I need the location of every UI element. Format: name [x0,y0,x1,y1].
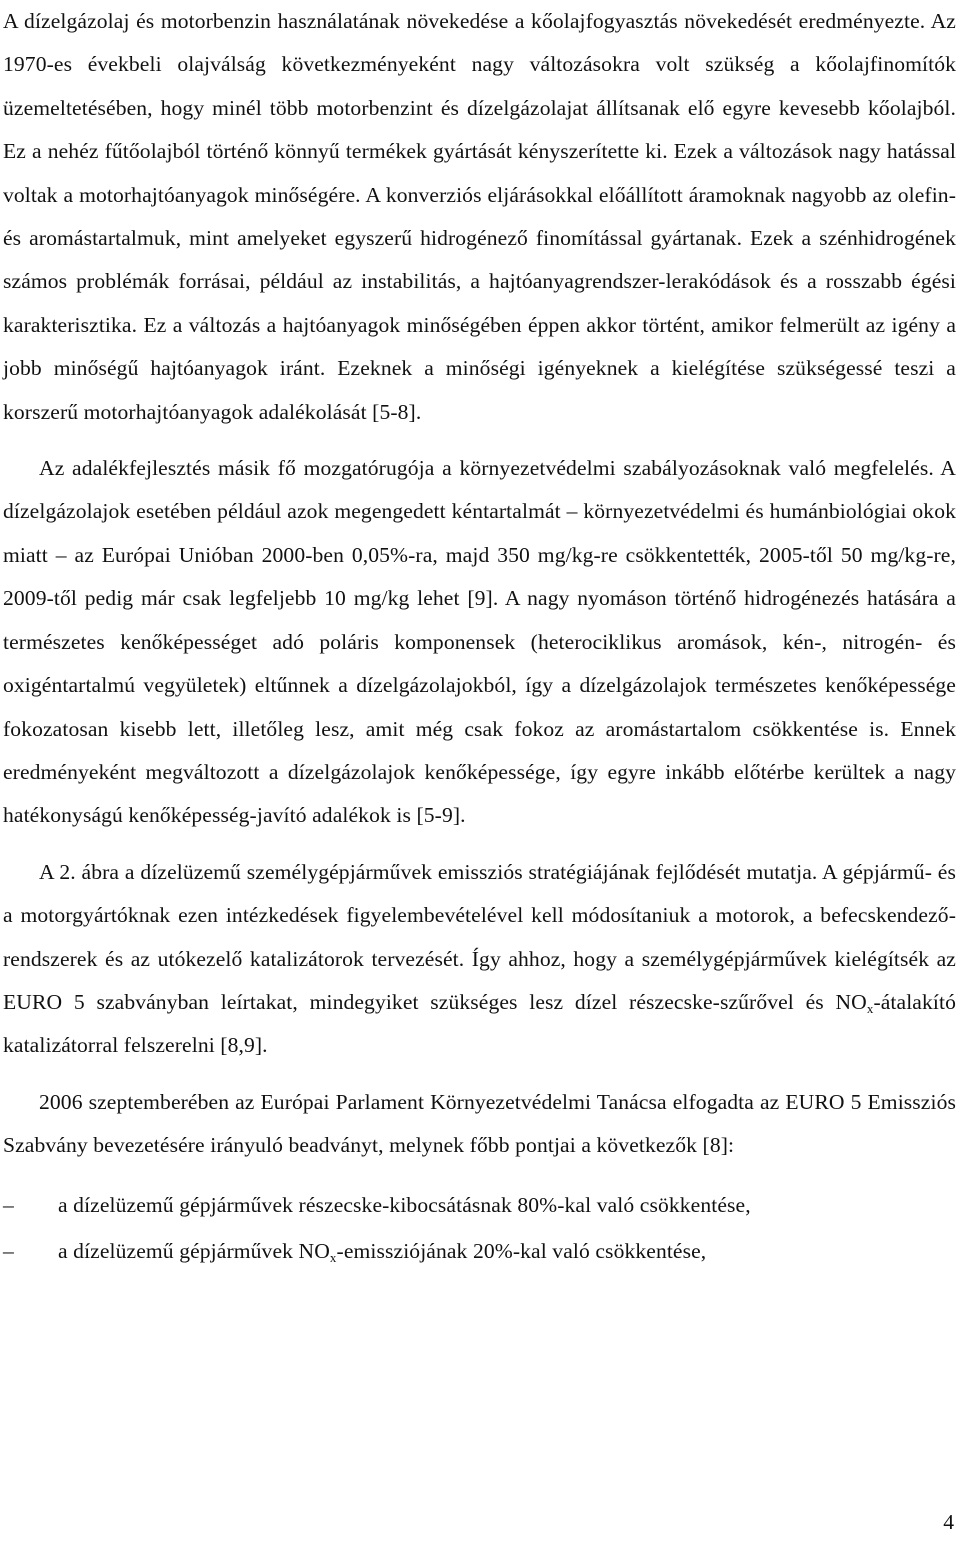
dash-marker: – [3,1192,14,1217]
paragraph-environmental-regulations [3,447,956,838]
page-number: 4 [943,1510,954,1534]
list-item [3,1184,956,1227]
subscript-x: x [866,1000,874,1016]
list-item-text-before: a dízelüzemű gépjárművek NO [58,1238,330,1263]
document-body [3,0,956,1276]
paragraph-refining-changes [3,0,956,434]
paragraph-text: A dízelgázolaj és motorbenzin használatának növekedése a kőolajfogyasztás növekedését eredményezte. Az 1970-es évekbeli olajválság következményeként nagy változásokra volt szükség a kőolajfinomítók üzemeltetésében, hogy minél több motorbenzint és dízelgázolajat állítsanak elő egyre kevesebb kőolajból. Ez a nehéz fűtőolajból történő könnyű termékek gyártását kényszerítette ki. Ezek a változások nagy hatással voltak a motorhajtóanyagok minőségére. A konverziós eljárásokkal előállított áramoknak nagyobb az olefin- és aromástartalmuk, mint amelyeket egyszerű hidrogénező finomítással gyártanak. Ezek a szénhidrogének számos problémák forrásai, például az instabilitás, a hajtóanyagrendszer-lerakódások és a rosszabb égési karakterisztika. Ez a változás a hajtóanyagok minőségében éppen akkor történt, amikor felmerült az igény a jobb minőségű hajtóanyagok iránt. Ezeknek a minőségi igényeknek a kielégítése szükségessé teszi a korszerű motorhajtóanyagok adalékolását [5-8]. [3,9,956,424]
paragraph-emission-strategy [3,851,956,1068]
paragraph-euro5-proposal [3,1081,956,1168]
paragraph-text: Az adalékfejlesztés másik fő mozgatórugója a környezetvédelmi szabályozásoknak való megfelelés. A dízelgázolajok esetében például azok megengedett kéntartalmát – környezetvédelmi és humánbiológiai okok miatt – az Európai Unióban 2000-ben 0,05%-ra, majd 350 mg/kg-re csökkentették, 2005-től 50 mg/kg-re, 2009-től pedig már csak legfeljebb 10 mg/kg lehet [9]. A nagy nyomáson történő hidrogénezés hatására a természetes kenőképességet adó poláris komponensek (heterociklikus aromások, kén-, nitrogén- és oxigéntartalmú vegyületek) eltűnnek a dízelgázolajokból, így a dízelgázolajok természetes kenőképessége fokozatosan kisebb lett, illetőleg lesz, amit még csak fokoz az aromástartalom csökkentése is. Ennek eredményeként megváltozott a dízelgázolajok kenőképessége, így egyre inkább előtérbe kerültek a nagy hatékonyságú kenőképesség-javító adalékok is [5-9]. [3,456,956,828]
list-item-text: a dízelüzemű gépjárművek részecske-kibocsátásnak 80%-kal való csökkentése, [58,1192,751,1217]
list-item-text-after: -emissziójának 20%-kal való csökkentése, [336,1238,707,1263]
dash-marker: – [3,1238,14,1263]
paragraph-text-after: -átalakító katalizátorral felszerelni [8,9]. [3,989,956,1058]
paragraph-text: 2006 szeptemberében az Európai Parlament Környezetvédelmi Tanácsa elfogadta az EURO 5 Emissziós Szabvány bevezetésére irányuló beadványt, melynek főbb pontjai a következők [8]: [3,1089,956,1158]
subscript-x: x [329,1249,337,1265]
list-item [3,1230,956,1273]
paragraph-text-before: A 2. ábra a dízelüzemű személygépjárművek emissziós stratégiájának fejlődését mutatja. A gépjármű- és a motorgyártóknak ezen intézkedések figyelembevételével kell módosítaniuk a motorok, a befecskendező-rendszerek és az utókezelő katalizátorok tervezését. Így ahhoz, hogy a személygépjárművek kielégítsék az EURO 5 szabványban leírtakat, mindegyiket szükséges lesz dízel részecske-szűrővel és NO [3,859,956,1014]
euro5-points-list [3,1184,956,1274]
